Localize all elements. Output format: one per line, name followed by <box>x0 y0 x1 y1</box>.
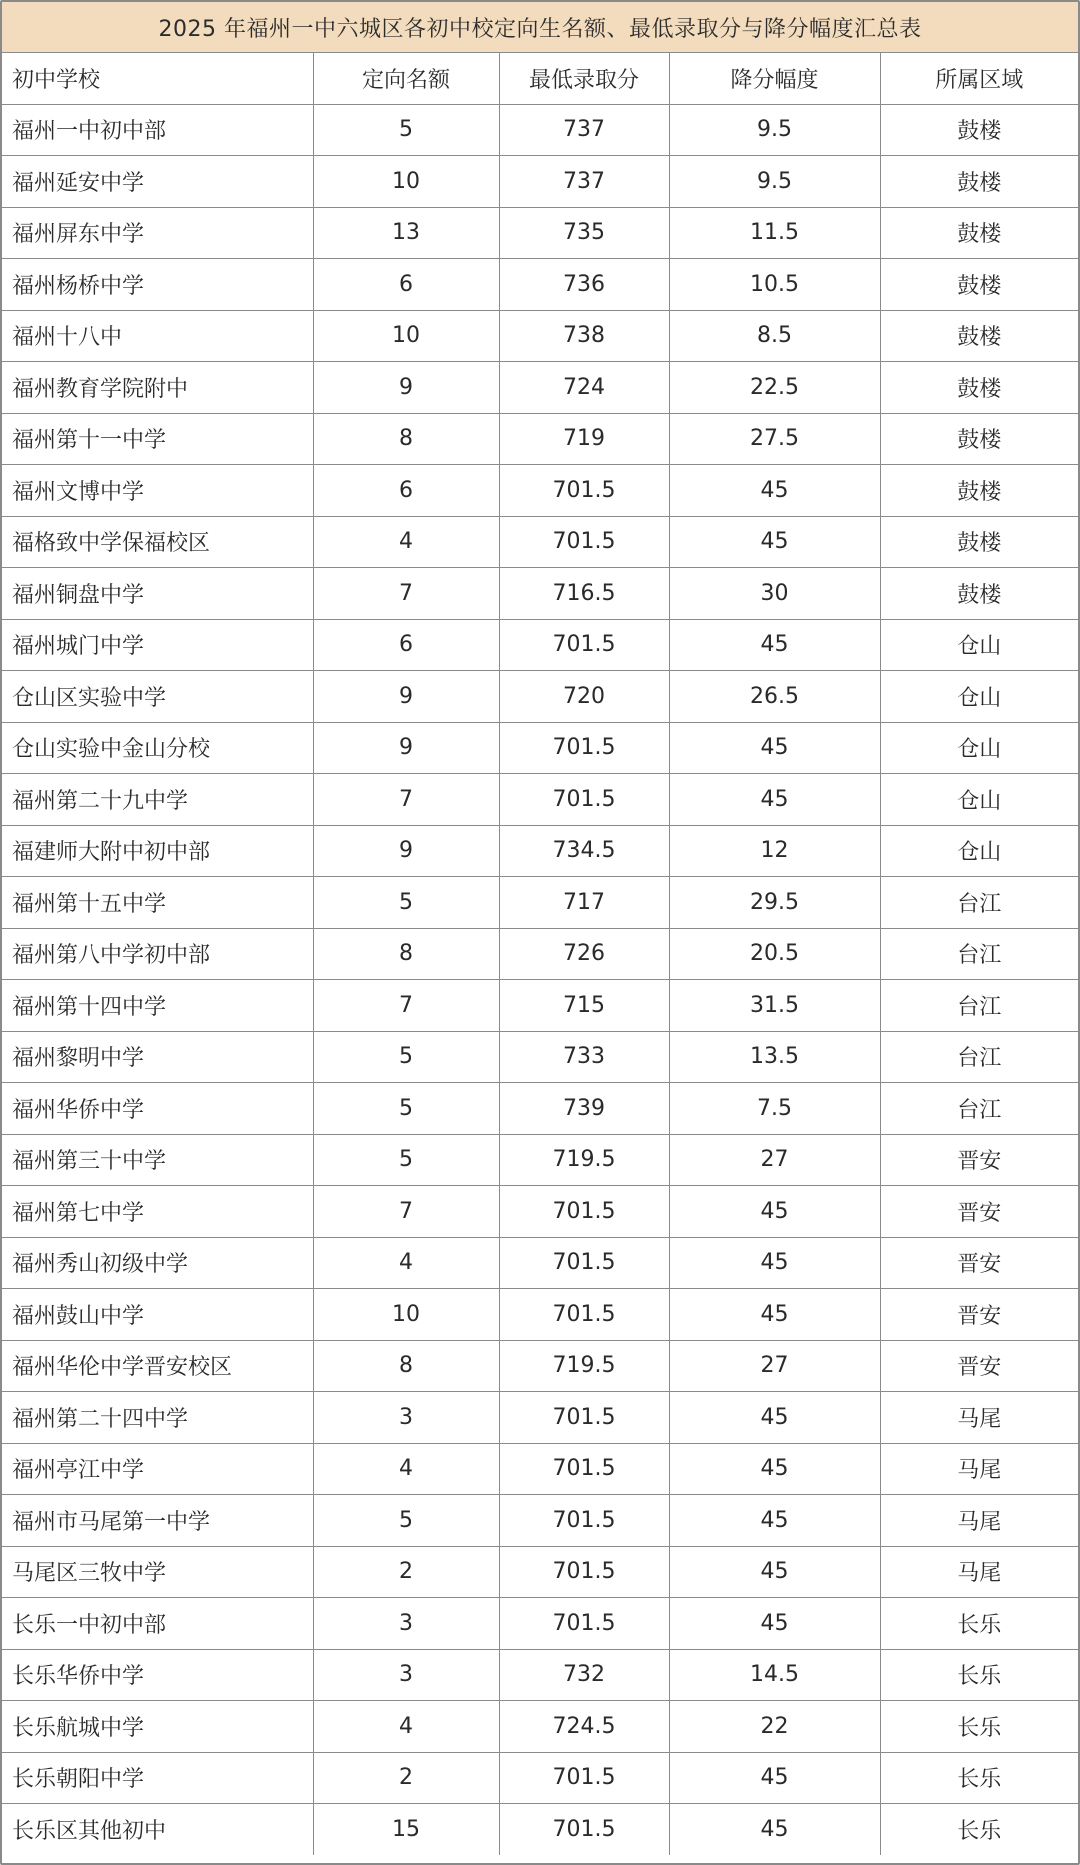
table-body <box>2 104 1078 1855</box>
district-cell: 晋安 <box>880 1237 1078 1289</box>
quota-cell: 7 <box>313 980 499 1032</box>
quota-cell: 4 <box>313 1443 499 1495</box>
reduction-cell: 12 <box>669 825 880 877</box>
table-row <box>2 362 1078 414</box>
quota-cell: 7 <box>313 568 499 620</box>
school-cell: 福州文博中学 <box>2 465 313 517</box>
min-score-cell: 701.5 <box>499 1804 669 1855</box>
min-score-cell: 720 <box>499 671 669 723</box>
district-cell: 长乐 <box>880 1598 1078 1650</box>
reduction-cell: 45 <box>669 1392 880 1444</box>
min-score-cell: 719.5 <box>499 1134 669 1186</box>
reduction-cell: 45 <box>669 1237 880 1289</box>
quota-cell: 3 <box>313 1598 499 1650</box>
district-cell: 长乐 <box>880 1752 1078 1804</box>
table-row <box>2 1649 1078 1701</box>
min-score-cell: 719.5 <box>499 1340 669 1392</box>
table-row <box>2 413 1078 465</box>
min-score-cell: 735 <box>499 207 669 259</box>
reduction-cell: 26.5 <box>669 671 880 723</box>
district-cell: 台江 <box>880 1031 1078 1083</box>
school-cell: 福州亭江中学 <box>2 1443 313 1495</box>
table-row <box>2 1598 1078 1650</box>
school-cell: 福州第十五中学 <box>2 877 313 929</box>
table-row <box>2 1289 1078 1341</box>
table-row <box>2 619 1078 671</box>
school-cell: 福州秀山初级中学 <box>2 1237 313 1289</box>
reduction-cell: 45 <box>669 1752 880 1804</box>
header-district: 所属区域 <box>880 53 1078 104</box>
table-row <box>2 1546 1078 1598</box>
table-row <box>2 980 1078 1032</box>
quota-cell: 5 <box>313 1134 499 1186</box>
table-row <box>2 1804 1078 1855</box>
reduction-cell: 20.5 <box>669 928 880 980</box>
school-cell: 仓山实验中金山分校 <box>2 722 313 774</box>
quota-cell: 13 <box>313 207 499 259</box>
min-score-cell: 734.5 <box>499 825 669 877</box>
reduction-cell: 45 <box>669 1598 880 1650</box>
quota-cell: 9 <box>313 825 499 877</box>
quota-cell: 5 <box>313 1495 499 1547</box>
table-row <box>2 722 1078 774</box>
min-score-cell: 701.5 <box>499 1443 669 1495</box>
school-cell: 福州第二十九中学 <box>2 774 313 826</box>
min-score-cell: 724 <box>499 362 669 414</box>
reduction-cell: 27 <box>669 1134 880 1186</box>
quota-cell: 15 <box>313 1804 499 1855</box>
table-row <box>2 774 1078 826</box>
min-score-cell: 737 <box>499 104 669 156</box>
quota-cell: 10 <box>313 1289 499 1341</box>
district-cell: 台江 <box>880 1083 1078 1135</box>
school-cell: 福州华伦中学晋安校区 <box>2 1340 313 1392</box>
table-row <box>2 1083 1078 1135</box>
table-row <box>2 465 1078 517</box>
district-cell: 鼓楼 <box>880 104 1078 156</box>
district-cell: 仓山 <box>880 619 1078 671</box>
district-cell: 鼓楼 <box>880 516 1078 568</box>
school-cell: 福州一中初中部 <box>2 104 313 156</box>
quota-cell: 4 <box>313 1237 499 1289</box>
school-cell: 福州第三十中学 <box>2 1134 313 1186</box>
table-row <box>2 671 1078 723</box>
quota-cell: 8 <box>313 928 499 980</box>
reduction-cell: 11.5 <box>669 207 880 259</box>
quota-cell: 2 <box>313 1752 499 1804</box>
reduction-cell: 45 <box>669 619 880 671</box>
school-cell: 仓山区实验中学 <box>2 671 313 723</box>
reduction-cell: 31.5 <box>669 980 880 1032</box>
table-row <box>2 1392 1078 1444</box>
quota-cell: 3 <box>313 1392 499 1444</box>
reduction-cell: 45 <box>669 516 880 568</box>
min-score-cell: 701.5 <box>499 774 669 826</box>
district-cell: 长乐 <box>880 1649 1078 1701</box>
quota-cell: 5 <box>313 1083 499 1135</box>
quota-cell: 6 <box>313 619 499 671</box>
quota-cell: 9 <box>313 722 499 774</box>
min-score-cell: 701.5 <box>499 619 669 671</box>
district-cell: 鼓楼 <box>880 207 1078 259</box>
min-score-cell: 736 <box>499 259 669 311</box>
table-row <box>2 1186 1078 1238</box>
school-cell: 福州屏东中学 <box>2 207 313 259</box>
district-cell: 鼓楼 <box>880 310 1078 362</box>
table-row <box>2 1031 1078 1083</box>
school-cell: 福州杨桥中学 <box>2 259 313 311</box>
quota-cell: 3 <box>313 1649 499 1701</box>
reduction-cell: 27.5 <box>669 413 880 465</box>
min-score-cell: 739 <box>499 1083 669 1135</box>
min-score-cell: 719 <box>499 413 669 465</box>
district-cell: 仓山 <box>880 774 1078 826</box>
quota-cell: 9 <box>313 671 499 723</box>
min-score-cell: 701.5 <box>499 465 669 517</box>
quota-cell: 4 <box>313 1701 499 1753</box>
table-title: 2025 年福州一中六城区各初中校定向生名额、最低录取分与降分幅度汇总表 <box>2 2 1078 53</box>
district-cell: 仓山 <box>880 671 1078 723</box>
header-school: 初中学校 <box>2 53 313 104</box>
district-cell: 长乐 <box>880 1701 1078 1753</box>
school-cell: 福州铜盘中学 <box>2 568 313 620</box>
school-cell: 福州鼓山中学 <box>2 1289 313 1341</box>
table-row <box>2 310 1078 362</box>
district-cell: 鼓楼 <box>880 156 1078 208</box>
quota-cell: 8 <box>313 1340 499 1392</box>
reduction-cell: 9.5 <box>669 104 880 156</box>
min-score-cell: 716.5 <box>499 568 669 620</box>
school-cell: 长乐航城中学 <box>2 1701 313 1753</box>
header-min-score: 最低录取分 <box>499 53 669 104</box>
district-cell: 马尾 <box>880 1392 1078 1444</box>
district-cell: 鼓楼 <box>880 413 1078 465</box>
district-cell: 晋安 <box>880 1289 1078 1341</box>
table-row <box>2 825 1078 877</box>
quota-cell: 7 <box>313 1186 499 1238</box>
table-row <box>2 1752 1078 1804</box>
reduction-cell: 29.5 <box>669 877 880 929</box>
school-cell: 福州第十一中学 <box>2 413 313 465</box>
min-score-cell: 701.5 <box>499 1752 669 1804</box>
school-cell: 长乐一中初中部 <box>2 1598 313 1650</box>
school-cell: 福州第二十四中学 <box>2 1392 313 1444</box>
quota-cell: 6 <box>313 259 499 311</box>
min-score-cell: 701.5 <box>499 1392 669 1444</box>
school-cell: 福州教育学院附中 <box>2 362 313 414</box>
reduction-cell: 10.5 <box>669 259 880 311</box>
district-cell: 晋安 <box>880 1186 1078 1238</box>
min-score-cell: 701.5 <box>499 722 669 774</box>
reduction-cell: 45 <box>669 1804 880 1855</box>
reduction-cell: 30 <box>669 568 880 620</box>
district-cell: 仓山 <box>880 722 1078 774</box>
district-cell: 台江 <box>880 877 1078 929</box>
quota-cell: 8 <box>313 413 499 465</box>
min-score-cell: 726 <box>499 928 669 980</box>
quota-cell: 4 <box>313 516 499 568</box>
quota-cell: 9 <box>313 362 499 414</box>
reduction-cell: 45 <box>669 1186 880 1238</box>
table-row <box>2 259 1078 311</box>
reduction-cell: 27 <box>669 1340 880 1392</box>
min-score-cell: 717 <box>499 877 669 929</box>
district-cell: 仓山 <box>880 825 1078 877</box>
table-row <box>2 1237 1078 1289</box>
reduction-cell: 22.5 <box>669 362 880 414</box>
min-score-cell: 724.5 <box>499 1701 669 1753</box>
table-row <box>2 928 1078 980</box>
quota-cell: 10 <box>313 310 499 362</box>
school-cell: 福州第八中学初中部 <box>2 928 313 980</box>
reduction-cell: 45 <box>669 1546 880 1598</box>
min-score-cell: 701.5 <box>499 1598 669 1650</box>
min-score-cell: 738 <box>499 310 669 362</box>
district-cell: 晋安 <box>880 1134 1078 1186</box>
school-cell: 长乐朝阳中学 <box>2 1752 313 1804</box>
quota-cell: 5 <box>313 877 499 929</box>
school-cell: 长乐区其他初中 <box>2 1804 313 1855</box>
reduction-cell: 7.5 <box>669 1083 880 1135</box>
reduction-cell: 45 <box>669 774 880 826</box>
table-row <box>2 1495 1078 1547</box>
reduction-cell: 8.5 <box>669 310 880 362</box>
quota-cell: 7 <box>313 774 499 826</box>
quota-cell: 5 <box>313 1031 499 1083</box>
table-row <box>2 1701 1078 1753</box>
district-cell: 长乐 <box>880 1804 1078 1855</box>
district-cell: 马尾 <box>880 1546 1078 1598</box>
school-cell: 马尾区三牧中学 <box>2 1546 313 1598</box>
header-reduction: 降分幅度 <box>669 53 880 104</box>
min-score-cell: 701.5 <box>499 1186 669 1238</box>
district-cell: 晋安 <box>880 1340 1078 1392</box>
school-cell: 福州十八中 <box>2 310 313 362</box>
reduction-cell: 45 <box>669 1443 880 1495</box>
school-cell: 福州黎明中学 <box>2 1031 313 1083</box>
min-score-cell: 732 <box>499 1649 669 1701</box>
reduction-cell: 14.5 <box>669 1649 880 1701</box>
table-row <box>2 516 1078 568</box>
header-row <box>2 53 1078 104</box>
school-cell: 福州市马尾第一中学 <box>2 1495 313 1547</box>
table-row <box>2 877 1078 929</box>
reduction-cell: 45 <box>669 1289 880 1341</box>
admission-table <box>2 53 1078 1855</box>
min-score-cell: 701.5 <box>499 1289 669 1341</box>
reduction-cell: 45 <box>669 722 880 774</box>
table-row <box>2 1134 1078 1186</box>
quota-cell: 10 <box>313 156 499 208</box>
min-score-cell: 701.5 <box>499 1546 669 1598</box>
school-cell: 福州第十四中学 <box>2 980 313 1032</box>
table-row <box>2 104 1078 156</box>
district-cell: 鼓楼 <box>880 568 1078 620</box>
table-row <box>2 207 1078 259</box>
district-cell: 鼓楼 <box>880 362 1078 414</box>
header-quota: 定向名额 <box>313 53 499 104</box>
reduction-cell: 45 <box>669 1495 880 1547</box>
school-cell: 福州城门中学 <box>2 619 313 671</box>
table-row <box>2 156 1078 208</box>
school-cell: 长乐华侨中学 <box>2 1649 313 1701</box>
school-cell: 福格致中学保福校区 <box>2 516 313 568</box>
district-cell: 马尾 <box>880 1495 1078 1547</box>
min-score-cell: 715 <box>499 980 669 1032</box>
district-cell: 台江 <box>880 928 1078 980</box>
quota-cell: 5 <box>313 104 499 156</box>
min-score-cell: 701.5 <box>499 1495 669 1547</box>
district-cell: 鼓楼 <box>880 465 1078 517</box>
school-cell: 福州延安中学 <box>2 156 313 208</box>
min-score-cell: 737 <box>499 156 669 208</box>
min-score-cell: 701.5 <box>499 516 669 568</box>
table-row <box>2 1443 1078 1495</box>
district-cell: 台江 <box>880 980 1078 1032</box>
school-cell: 福建师大附中初中部 <box>2 825 313 877</box>
table-row <box>2 568 1078 620</box>
district-cell: 鼓楼 <box>880 259 1078 311</box>
reduction-cell: 22 <box>669 1701 880 1753</box>
school-cell: 福州第七中学 <box>2 1186 313 1238</box>
quota-cell: 6 <box>313 465 499 517</box>
reduction-cell: 13.5 <box>669 1031 880 1083</box>
min-score-cell: 733 <box>499 1031 669 1083</box>
reduction-cell: 9.5 <box>669 156 880 208</box>
min-score-cell: 701.5 <box>499 1237 669 1289</box>
quota-cell: 2 <box>313 1546 499 1598</box>
table-row <box>2 1340 1078 1392</box>
reduction-cell: 45 <box>669 465 880 517</box>
school-cell: 福州华侨中学 <box>2 1083 313 1135</box>
district-cell: 马尾 <box>880 1443 1078 1495</box>
